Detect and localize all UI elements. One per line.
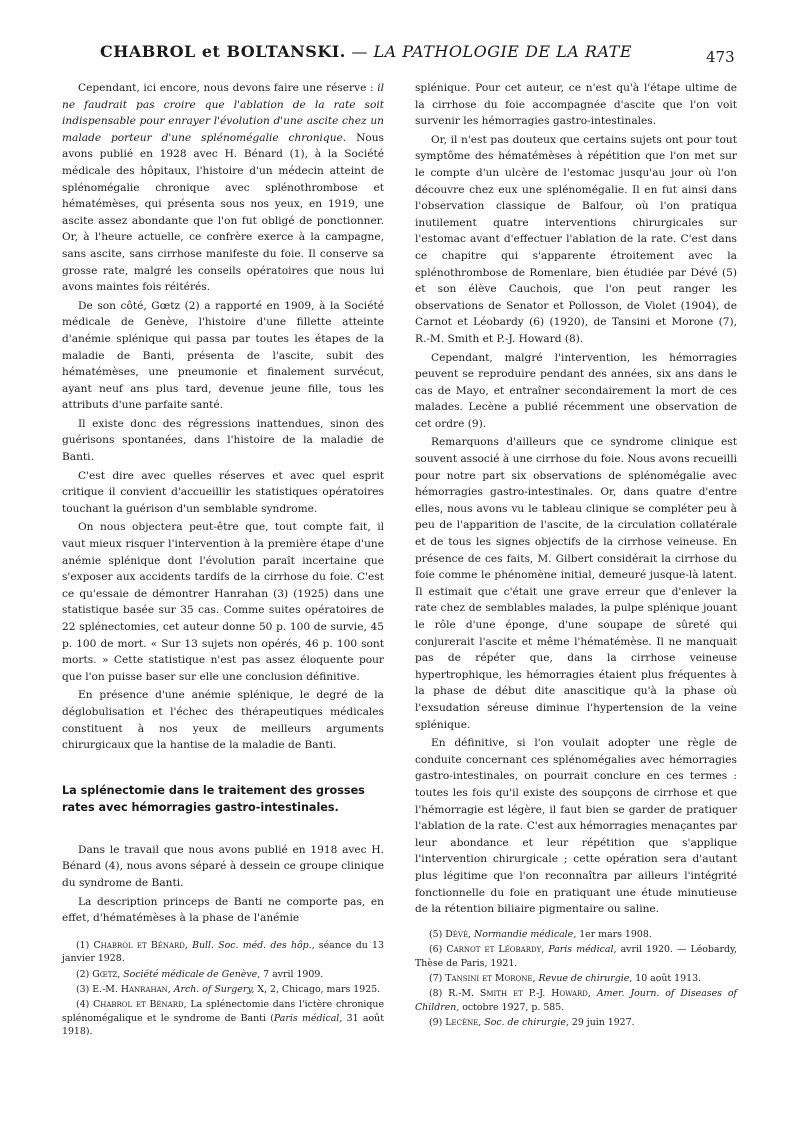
paragraph: En définitive, si l'on voulait adopter une règle de conduite concernant ces splénomégalies avec hémorragies gastro-intestinales, on pourrait conclure en ces termes : toutes les fois qu'il existe des soupçons de cirrhose et que l'hémorragie est légère, il faut bien se garder de pratiquer l'ablation de la rate. C'est aux hémorragies menaçantes par leur abondance et leur répétition que s'applique l'intervention chirurgicale ; cette opération sera d'autant plus légitime que l'on reconnaîtra par ailleurs l'intégrité fonctionnelle du foie en pratiquant une étude minutieuse de la rétention biliaire pigmentaire ou saline. [415,737,737,916]
footnote: (5) Dévé, Normandie médicale, 1er mars 1908. [429,928,652,940]
paragraph: C'est dire avec quelles réserves et avec quel esprit critique il convient d'accueillir les statistiques opératoires touchant la guérison d'un semblable syndrome. [62,469,384,515]
footnote: (2) Gœtz, Société médicale de Genève, 7 avril 1909. [76,968,324,980]
footnote: (3) E.-M. Hanrahan, Arch. of Surgery, X, 2, Chicago, mars 1925. [76,983,381,995]
paragraph: Or, il n'est pas douteux que certains sujets ont pour tout symptôme des hématémèses à répétition que l'on met sur le compte d'un ulcère de l'estomac jusqu'au jour où l'on découvre chez eux une splénomégalie. Il en fut ainsi dans l'observation classique de Balfour, où l'on pratiqua inutilement quatre interventions chirurgicales sur l'estomac avant d'effectuer l'ablation de la rate. C'est dans ce chapitre qui s'apparente étroitement avec la splénothrombose de Romenlare, bien étudiée par Dévé (5) et son élève Cauchois, que l'on peut ranger les observations de Senator et Pollosson, de Violet (1904), de Carnot et Léobardy (6) (1920), de Tansini et Morone (7), R.-M. Smith et P.-J. Howard (8). [415,133,737,345]
paragraph: Cependant, malgré l'intervention, les hémorragies peuvent se reproduire pendant des années, six ans dans le cas de Mayo, et entraîner secondairement la mort de ces malades. Lecène a publié récemment une observation de cet ordre (9). [415,351,737,430]
running-head-separator: — [351,42,368,61]
footnote: (4) Chabrol et Bénard, La splénectomie dans l'ictère chronique splénomégalique et le syndrome de Banti (Paris médical, 31 août 1918). [62,999,385,1038]
footnote: (7) Tansini et Morone, Revue de chirurgie, 10 août 1913. [429,972,702,984]
running-head-title: LA PATHOLOGIE DE LA RATE [373,42,632,61]
paragraph: Remarquons d'ailleurs que ce syndrome clinique est souvent associé à une cirrhose du foie. Nous avons recueilli pour notre part six observations de splénomégalie avec hémorragies gastro-intestinales. Or, dans quatre d'entre elles, nous avons vu le tableau clinique se compléter peu à peu de l'apparition de l'ascite, de la circulation collatérale et de tous les signes objectifs de la cirrhose veineuse. En présence de ces faits, M. Gilbert considérait la cirrhose du foie comme le phénomène initial, demeuré jusque-là latent. Il estimait que c'était une grave erreur que d'enlever la rate chez de semblables malades, la pulpe splénique jouant le rôle d'une éponge, d'une soupape de sûreté qui conjurerait l'ascite et même l'hématémèse. Il ne manquait pas de répéter que, dans la cirrhose veineuse hypertrophique, les hémorragies étaient plus fréquentes à la phase de début dite anascitique qu'à la phase où l'exsudation séreuse diminue l'hypertension de la veine splénique. [415,436,737,731]
footnote: (9) Lecène, Soc. de chirurgie, 29 juin 1927. [429,1017,635,1029]
paragraph: Il existe donc des régressions inattendues, sinon des guérisons spontanées, dans l'histoire de la maladie de Banti. [62,417,384,464]
paragraph: Cependant, ici encore, nous devons faire une réserve : il ne faudrait pas croire que l'ablation de la rate soit indispensable pour enrayer l'évolution d'une ascite chez un malade porteur d'une splénomégalie chronique. Nous avons publié en 1928 avec H. Bénard (1), à la Société médicale des hôpitaux, l'histoire d'un médecin atteint de splénomégalie chronique avec splénothrombose et hématémèses, qui présenta sous nos yeux, en 1919, une ascite assez abondante que l'on fut obligé de ponctionner. Or, à l'heure actuelle, ce confrère exerce à la campagne, sans ascite, sans cirrhose manifeste du foie. Il conserve sa grosse rate, malgré les conseils opératoires que nous lui avons maintes fois réitérés. [62,82,384,294]
running-head [100,42,700,61]
footnotes-left [62,939,384,1039]
footnote: (1) Chabrol et Bénard, Bull. Soc. méd. des hôp., séance du 13 janvier 1928. [62,939,384,965]
paragraph: Dans le travail que nous avons publié en 1918 avec H. Bénard (4), nous avons séparé à dessein ce groupe clinique du syndrome de Banti. [62,843,384,889]
paragraph: On nous objectera peut-être que, tout compte fait, il vaut mieux risquer l'intervention à la première étape d'une anémie splénique dont l'évolution paraît incertaine que s'exposer aux accidents tardifs de la cirrhose du foie. C'est ce qu'essaie de démontrer Hanrahan (3) (1925) dans une statistique basée sur 35 cas. Comme suites opératoires de 22 splénectomies, cet auteur donne 50 p. 100 de survie, 45 p. 100 de mort. « Sur 13 sujets non opérés, 46 p. 100 sont morts. » Cette statistique n'est pas assez éloquente pour que l'on puisse baser sur elle une conclusion définitive. [62,521,384,683]
running-head-authors: CHABROL et BOLTANSKI. [100,42,346,61]
right-column [415,80,737,1032]
footnote: (8) R.-M. Smith et P.-J. Howard, Amer. Journ. of Diseases of Children, octobre 1927, p. 585. [415,988,737,1013]
footnotes-right [415,928,737,1030]
left-column [62,80,384,1041]
paragraph: En présence d'une anémie splénique, le degré de la déglobulisation et l'échec des thérapeutiques médicales constituent à nos yeux de meilleurs arguments chirurgicaux que la hantise de la maladie de Banti. [62,689,384,752]
paragraph: De son côté, Gœtz (2) a rapporté en 1909, à la Société médicale de Genève, l'histoire d'une fillette atteinte d'anémie splénique qui passa par toutes les étapes de la maladie de Banti, présenta de l'ascite, subit des hématémèses, une pneumonie et finalement survécut, ayant neuf ans plus tard, devenue jeune fille, tous les attributs d'une parfaite santé. [62,299,384,412]
paragraph: splénique. Pour cet auteur, ce n'est qu'à l'étape ultime de la cirrhose du foie accompagnée d'ascite que l'on voit survenir les hémorragies gastro-intestinales. [415,82,737,128]
section-heading: La splénectomie dans le traitement des grosses rates avec hémorragies gastro-intestinales. [62,783,365,814]
paragraph: La description princeps de Banti ne comporte pas, en effet, d'hématémèses à la phase de l'anémie [62,895,384,925]
page-number: 473 [706,48,735,66]
footnote: (6) Carnot et Léobardy, Paris médical, avril 1920. — Léobardy, Thèse de Paris, 1921. [415,944,738,969]
